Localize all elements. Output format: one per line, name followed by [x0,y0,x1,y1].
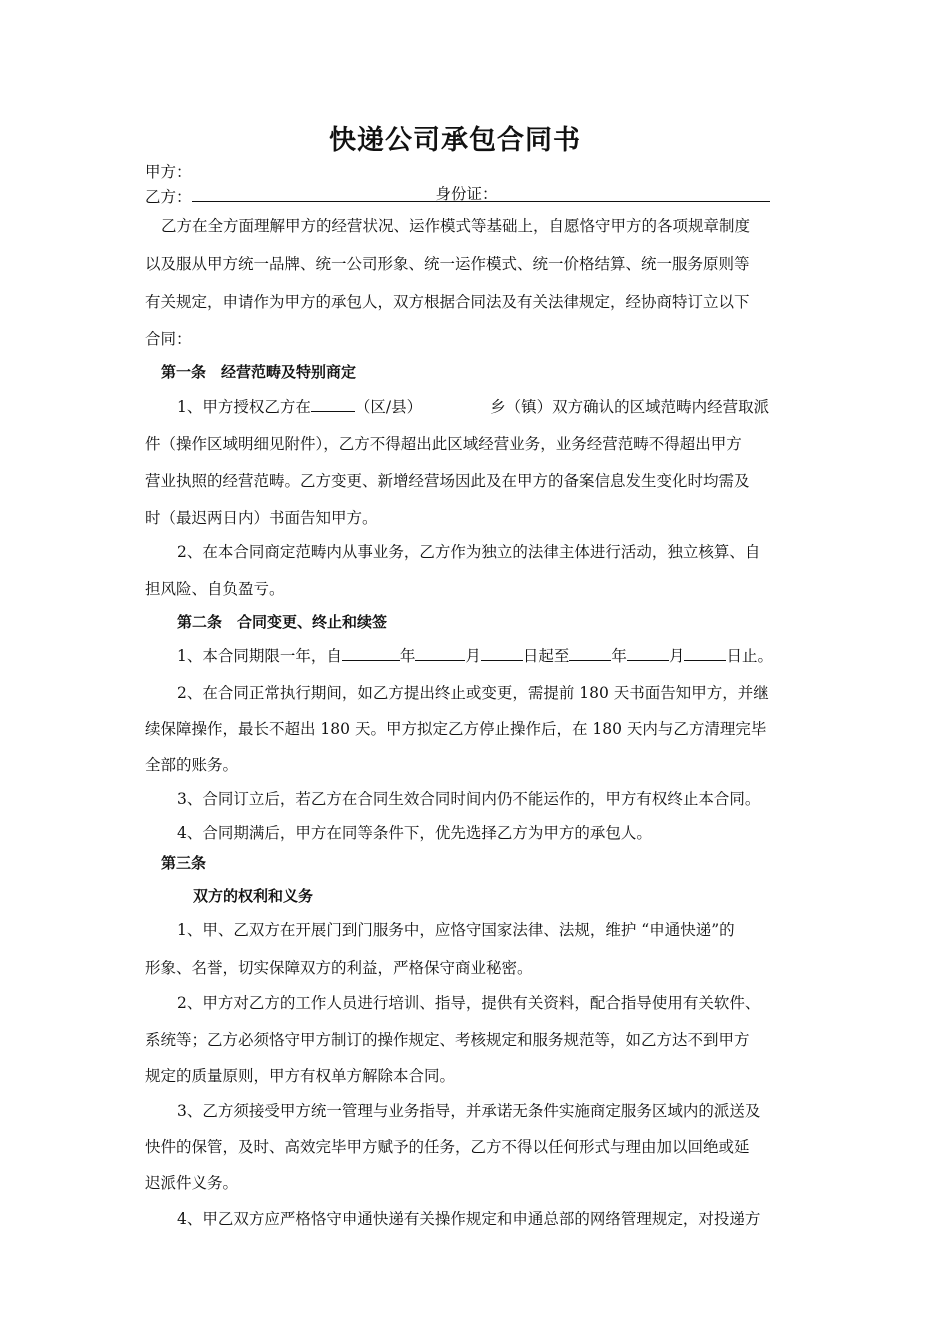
article-3-subheading: 双方的权利和义务 [193,887,314,905]
preamble-line: 以及服从甲方统一品牌、统一公司形象、统一运作模式、统一价格结算、统一服务原则等 [145,255,750,273]
clause-text: 1、本合同期限一年，自 [177,647,342,665]
id-label: 身份证： [435,185,498,203]
article-3-clause-3: 3、乙方须接受甲方统一管理与业务指导，并承诺无条件实施商定服务区域内的派送及 [177,1102,761,1120]
start-month-blank [415,645,465,661]
article-2-clause-2-line: 续保障操作，最长不超出 180 天。甲方拟定乙方停止操作后，在 180 天内与乙方清理完毕 [145,720,767,738]
clause-text: 1、甲方授权乙方在 [177,398,311,416]
article-3-clause-1: 1、甲、乙双方在开展门到门服务中，应恪守国家法律、法规，维护 “申通快递”的 [177,921,735,939]
clause-text: 日起至 [522,647,570,665]
clause-text: 年 [611,647,627,665]
party-a-label: 甲方： [145,163,192,181]
article-3-clause-2-line: 规定的质量原则，甲方有权单方解除本合同。 [145,1067,456,1085]
article-1-clause-1-line: 时（最迟两日内）书面告知甲方。 [145,509,378,527]
article-1-clause-2-line: 担风险、自负盈亏。 [145,580,285,598]
party-b-label: 乙方： [145,188,192,206]
article-2-heading: 第二条 合同变更、终止和续签 [177,613,388,631]
clause-text: 月 [668,647,685,665]
end-month-blank [627,645,669,661]
article-2-clause-2: 2、在合同正常执行期间，如乙方提出终止或变更，需提前 180 天书面告知甲方，并继 [177,684,769,702]
article-3-clause-1-line: 形象、名誉，切实保障双方的利益，严格保守商业秘密。 [145,959,533,977]
article-1-heading: 第一条 经营范畴及特别商定 [161,363,357,381]
article-2-clause-3: 3、合同订立后，若乙方在合同生效合同时间内仍不能运作的，甲方有权终止本合同。 [177,790,761,808]
start-year-blank [342,645,400,661]
article-1-clause-1 [177,395,769,417]
article-3-clause-2: 2、甲方对乙方的工作人员进行培训、指导，提供有关资料，配合指导使用有关软件、 [177,994,761,1012]
document-title: 快递公司承包合同书 [329,125,581,156]
party-b-name-blank [192,186,434,202]
id-number-blank [434,186,770,202]
article-2-clause-1 [177,644,773,666]
end-year-blank [569,645,611,661]
article-3-clause-3-line: 快件的保管，及时、高效完毕甲方赋予的任务，乙方不得以任何形式与理由加以回绝或延 [145,1138,750,1156]
preamble-line: 合同： [145,330,192,348]
district-blank [311,396,355,412]
article-3-clause-4: 4、甲乙双方应严格恪守申通快递有关操作规定和申通总部的网络管理规定，对投递方 [177,1210,761,1228]
preamble-line: 乙方在全方面理解甲方的经营状况、运作模式等基础上，自愿恪守甲方的各项规章制度 [161,217,751,235]
clause-text: 年 [399,647,416,665]
clause-text: （区/县） [354,398,423,416]
article-3-clause-3-line: 迟派件义务。 [145,1174,239,1192]
party-b-line [145,185,770,207]
start-day-blank [481,645,523,661]
article-2-clause-2-line: 全部的账务。 [145,756,239,774]
article-1-clause-1-line: 件（操作区域明细见附件），乙方不得超出此区域经营业务，业务经营范畴不得超出甲方 [145,435,742,453]
clause-text: 月 [465,647,481,665]
article-2-clause-4: 4、合同期满后，甲方在同等条件下，优先选择乙方为甲方的承包人。 [177,824,652,842]
article-1-clause-2: 2、在本合同商定范畴内从事业务，乙方作为独立的法律主体进行活动，独立核算、自 [177,543,761,561]
clause-text: 乡（镇）双方确认的区域范畴内经营取派 [490,398,770,416]
article-1-clause-1-line: 营业执照的经营范畴。乙方变更、新增经营场因此及在甲方的备案信息发生变化时均需及 [145,472,750,490]
clause-text: 日止。 [726,647,773,665]
article-3-heading: 第三条 [161,854,207,872]
preamble-line: 有关规定，申请作为甲方的承包人，双方根据合同法及有关法律规定，经协商特订立以下 [145,293,750,311]
end-day-blank [684,645,726,661]
party-a-line [145,160,192,182]
article-3-clause-2-line: 系统等；乙方必须恪守甲方制订的操作规定、考核规定和服务规范等，如乙方达不到甲方 [145,1031,750,1049]
